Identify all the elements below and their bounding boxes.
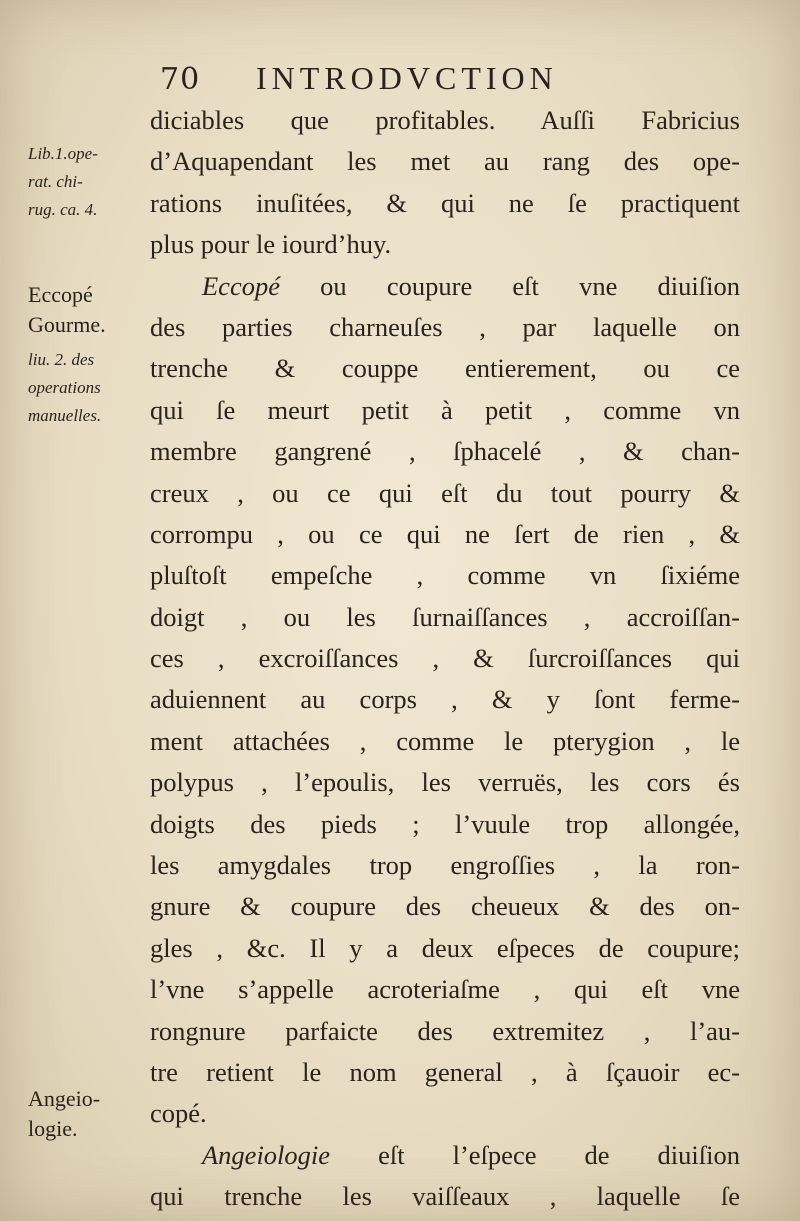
text-run: eſt l’eſpece de diuiſion (330, 1139, 740, 1170)
text-line: tre retient le nom general , à ſçauoir ec- (150, 1056, 740, 1087)
text-line: aduiennent au corps , & y ſont ferme- (150, 684, 740, 715)
text-line: l’vne s’appelle acroteriaſme , qui eſt vne (150, 974, 740, 1005)
text-line: ment attachées , comme le pterygion , le (150, 725, 740, 756)
text-line: creux , ou ce qui eſt du tout pourry & (150, 477, 740, 508)
text-line: polypus , l’epoulis, les verruës, les cors és (150, 767, 740, 798)
margin-note-topic (28, 280, 153, 340)
text-line (150, 266, 740, 307)
margin-note-topic (28, 1084, 153, 1144)
margin-note-line: liu. 2. des (28, 350, 95, 369)
margin-note-line: Gourme. (28, 312, 106, 337)
text-line: qui ſe meurt petit à petit , comme vn (150, 394, 740, 425)
text-line: gnure & coupure des cheueux & des on- (150, 891, 740, 922)
text-line: rations inuſitées, & qui ne ſe practiquent (150, 187, 740, 218)
body-text (150, 100, 740, 1218)
text-line: des parties charneuſes , par laquelle on (150, 311, 740, 342)
text-line: doigt , ou les ſurnaiſſances , accroiſſan- (150, 601, 740, 632)
margin-note-reference (28, 140, 153, 224)
margin-note-line: logie. (28, 1116, 78, 1141)
text-line: trenche & couppe entierement, ou ce (150, 353, 740, 384)
text-line: plus pour le iourd’huy. (150, 229, 392, 260)
margin-note-line: Lib.1.ope- (28, 144, 98, 163)
running-head (160, 56, 720, 100)
margin-note-line: Eccopé (28, 282, 93, 307)
defined-term: Angeiologie (202, 1139, 331, 1170)
text-line: rongnure parfaicte des extremitez , l’au- (150, 1015, 740, 1046)
text-line: corrompu , ou ce qui ne ſert de rien , & (150, 518, 740, 549)
text-line: gles , &c. Il y a deux eſpeces de coupure; (150, 932, 740, 963)
running-title: INTRODVCTION (256, 60, 558, 96)
text-line: d’Aquapendant les met au rang des ope- (150, 146, 740, 177)
text-line: les amygdales trop engroſſies , la ron- (150, 850, 740, 881)
defined-term: Eccopé (202, 270, 280, 301)
text-line: ces , excroiſſances , & ſurcroiſſances qui (150, 643, 740, 674)
margin-note-line: Angeio- (28, 1086, 101, 1111)
margin-note-line: manuelles. (28, 406, 102, 425)
text-run: ou coupure eſt vne diuiſion (279, 270, 740, 301)
text-line: qui trenche les vaiſſeaux , laquelle ſe (150, 1181, 740, 1212)
margin-note-line: rat. chi- (28, 172, 83, 191)
page-number: 70 (160, 62, 201, 97)
text-line: pluſtoſt empeſche , comme vn ſixiéme (150, 560, 740, 591)
text-line: diciables que profitables. Auſſi Fabricius (150, 105, 740, 135)
margin-note-line: rug. ca. 4. (28, 200, 98, 219)
text-line: doigts des pieds ; l’vuule trop allongée, (150, 808, 740, 839)
text-line: copé. (150, 1098, 207, 1129)
margin-note-reference (28, 346, 153, 430)
text-line (150, 1135, 740, 1176)
text-line: membre gangrené , ſphacelé , & chan- (150, 436, 740, 467)
margin-note-line: operations (28, 378, 101, 397)
